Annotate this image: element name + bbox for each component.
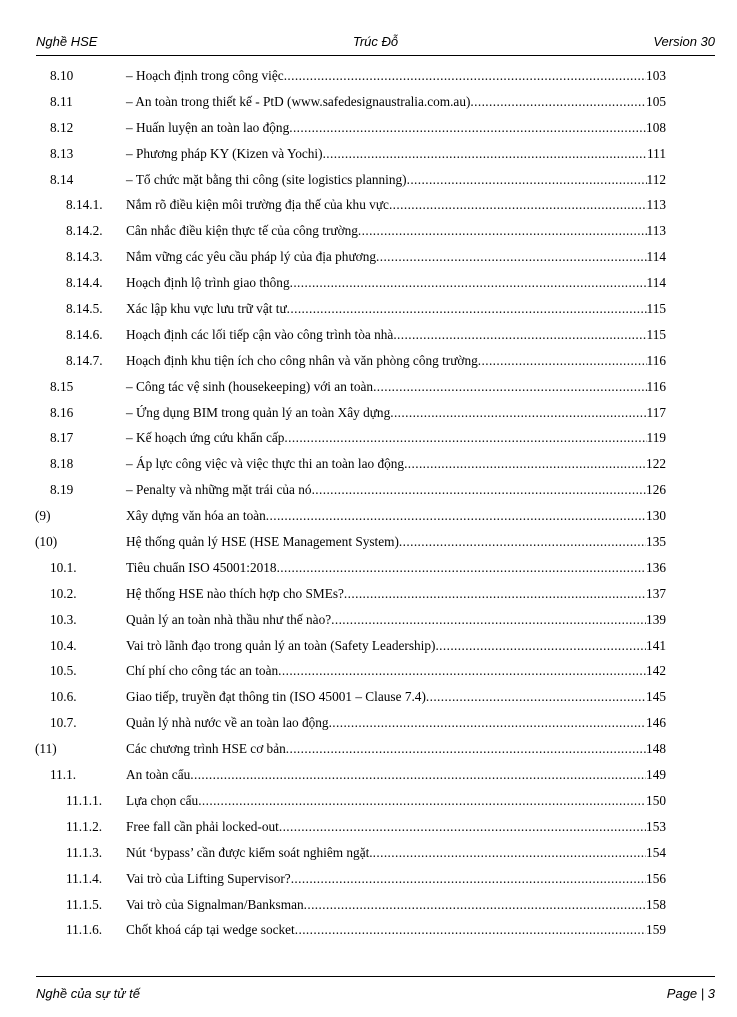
toc-dot-leader: [312, 477, 646, 503]
toc-entry-number: 8.14.3.: [66, 249, 103, 265]
toc-entry-line: [126, 658, 666, 684]
toc-entry-number: 8.14.4.: [66, 275, 103, 291]
toc-entry-number: 10.5.: [50, 663, 77, 679]
toc-entry-line: [126, 736, 666, 762]
toc-entry-line: [126, 296, 666, 322]
toc-dot-leader: [404, 451, 646, 477]
footer-rule: [36, 976, 715, 977]
toc-entry-title[interactable]: Chốt khoá cáp tại wedge socket: [126, 922, 295, 938]
footer-page-number: Page | 3: [666, 986, 715, 1001]
toc-entry-line: [126, 192, 666, 218]
toc-entry-number: 10.3.: [50, 611, 77, 627]
toc-entry-number: 11.1.4.: [66, 870, 103, 886]
toc-entry-number: (11): [35, 741, 57, 757]
toc-entry-page: 105: [646, 93, 666, 109]
toc-entry-number: (10): [35, 534, 58, 550]
toc-entry[interactable]: [0, 322, 737, 348]
toc-entry-line: [126, 503, 666, 529]
toc-entry-line: [126, 477, 666, 503]
toc-entry-line: [126, 322, 666, 348]
toc-dot-leader: [284, 425, 646, 451]
toc-entry[interactable]: [0, 296, 737, 322]
toc-entry[interactable]: [0, 270, 737, 296]
toc-entry-line: [126, 451, 666, 477]
toc-entry-line: [126, 348, 666, 374]
toc-dot-leader: [470, 89, 646, 115]
toc-entry-line: [126, 89, 666, 115]
page-header: [36, 34, 715, 54]
toc-entry[interactable]: [0, 425, 737, 451]
toc-dot-leader: [426, 684, 646, 710]
toc-entry[interactable]: [0, 451, 737, 477]
toc-entry[interactable]: [0, 658, 737, 684]
toc-entry-title[interactable]: Quản lý nhà nước về an toàn lao động: [126, 715, 329, 731]
toc-entry-page: 113: [646, 223, 666, 239]
toc-entry-title[interactable]: Cân nhắc điều kiện thực tế của công trường: [126, 223, 358, 239]
toc-entry-page: 159: [646, 922, 666, 938]
toc-entry[interactable]: [0, 788, 737, 814]
toc-entry-page: 126: [646, 482, 666, 498]
toc-entry-page: 117: [646, 404, 666, 420]
toc-entry-line: [126, 218, 666, 244]
toc-entry-line: [126, 425, 666, 451]
toc-entry-page: 116: [646, 352, 666, 368]
footer-left: Nghề của sự tử tế: [36, 986, 140, 1001]
toc-entry-page: 108: [646, 119, 666, 135]
toc-entry-page: 112: [646, 171, 666, 187]
toc-entry-number: 8.14.2.: [66, 223, 103, 239]
toc-entry-number: 8.15: [50, 378, 74, 394]
toc-dot-leader: [289, 115, 646, 141]
toc-entry-page: 116: [646, 378, 666, 394]
toc-entry-line: [126, 607, 666, 633]
toc-dot-leader: [344, 581, 646, 607]
toc-entry-title[interactable]: – Phương pháp KY (Kizen và Yochi): [126, 145, 323, 161]
toc-entry[interactable]: [0, 400, 737, 426]
toc-entry-page: 153: [646, 818, 666, 834]
toc-entry-title[interactable]: Hệ thống quản lý HSE (HSE Management System): [126, 534, 399, 550]
toc-entry-title[interactable]: Xác lập khu vực lưu trữ vật tư: [126, 301, 287, 317]
toc-entry-page: 115: [646, 326, 666, 342]
toc-entry-title[interactable]: Tiêu chuẩn ISO 45001:2018: [126, 559, 277, 575]
toc-entry-line: [126, 814, 666, 840]
toc-entry-number: 10.4.: [50, 637, 77, 653]
toc-entry-page: 122: [646, 456, 666, 472]
toc-entry-page: 114: [646, 249, 666, 265]
toc-entry[interactable]: [0, 244, 737, 270]
toc-entry-line: [126, 840, 666, 866]
toc-entry[interactable]: [0, 814, 737, 840]
toc-entry-page: 149: [646, 767, 666, 783]
toc-entry[interactable]: [0, 348, 737, 374]
toc-entry-title[interactable]: – Áp lực công việc và việc thực thi an toàn lao động: [126, 456, 405, 472]
toc-entry-title[interactable]: – Công tác vệ sinh (housekeeping) với an toàn: [126, 378, 374, 394]
table-of-contents: [0, 63, 737, 943]
toc-dot-leader: [373, 840, 646, 866]
toc-entry-number: 8.16: [50, 404, 74, 420]
toc-entry-number: 11.1.2.: [66, 818, 103, 834]
toc-entry[interactable]: [0, 141, 737, 167]
toc-entry-page: 114: [646, 275, 666, 291]
toc-entry-line: [126, 788, 666, 814]
toc-entry-number: 10.1.: [50, 559, 77, 575]
toc-entry[interactable]: [0, 633, 737, 659]
header-rule: [36, 55, 715, 56]
toc-entry-line: [126, 167, 666, 193]
toc-dot-leader: [376, 244, 647, 270]
toc-entry[interactable]: [0, 89, 737, 115]
toc-entry-page: 113: [646, 197, 666, 213]
toc-entry[interactable]: [0, 892, 737, 918]
toc-dot-leader: [331, 607, 646, 633]
toc-entry-number: 10.6.: [50, 689, 77, 705]
toc-dot-leader: [290, 270, 647, 296]
toc-dot-leader: [329, 710, 646, 736]
toc-entry-page: 142: [646, 663, 666, 679]
toc-entry-page: 150: [646, 792, 666, 808]
toc-dot-leader: [278, 658, 646, 684]
page-footer: [36, 986, 715, 1006]
toc-entry[interactable]: [0, 736, 737, 762]
toc-entry-title[interactable]: Hoạch định lộ trình giao thông: [126, 275, 290, 291]
toc-entry-title[interactable]: – Kế hoạch ứng cứu khẩn cấp: [126, 430, 285, 446]
toc-entry-number: 11.1.1.: [66, 792, 103, 808]
toc-dot-leader: [277, 555, 646, 581]
toc-entry-title[interactable]: – Huấn luyện an toàn lao động: [126, 119, 290, 135]
toc-entry-line: [126, 270, 666, 296]
toc-dot-leader: [393, 322, 646, 348]
toc-entry[interactable]: [0, 503, 737, 529]
toc-entry-number: 8.14.6.: [66, 326, 103, 342]
toc-entry[interactable]: [0, 374, 737, 400]
toc-entry-page: 154: [646, 844, 666, 860]
header-right: Version 30: [653, 34, 715, 49]
toc-entry-title[interactable]: Free fall cần phải locked-out: [126, 818, 279, 834]
toc-entry-number: 8.12: [50, 119, 74, 135]
toc-dot-leader: [358, 218, 647, 244]
toc-entry-number: 8.19: [50, 482, 74, 498]
toc-entry-line: [126, 529, 666, 555]
toc-entry-title[interactable]: – Penalty và những mặt trái của nó: [126, 482, 312, 498]
toc-entry-title[interactable]: Chí phí cho công tác an toàn: [126, 663, 279, 679]
toc-entry-title[interactable]: – An toàn trong thiết kế - PtD (www.safedesignaustralia.com.au): [126, 93, 471, 109]
toc-entry-line: [126, 892, 666, 918]
toc-entry-title[interactable]: – Tổ chức mặt bằng thi công (site logistics planning): [126, 171, 407, 187]
toc-entry-title[interactable]: – Hoạch định trong công việc: [126, 68, 284, 83]
toc-entry-title[interactable]: Giao tiếp, truyền đạt thông tin (ISO 45001 – Clause 7.4): [126, 689, 426, 705]
toc-dot-leader: [279, 814, 646, 840]
toc-entry-page: 137: [646, 585, 666, 601]
toc-entry-page: 148: [646, 741, 666, 757]
toc-entry-title[interactable]: Vai trò lãnh đạo trong quản lý an toàn (Safety Leadership): [126, 637, 436, 653]
toc-entry-line: [126, 400, 666, 426]
toc-entry[interactable]: [0, 840, 737, 866]
toc-entry[interactable]: [0, 218, 737, 244]
toc-entry-number: 8.14.7.: [66, 352, 103, 368]
toc-dot-leader: [266, 503, 646, 529]
toc-entry[interactable]: [0, 477, 737, 503]
toc-dot-leader: [286, 736, 646, 762]
toc-dot-leader: [291, 866, 646, 892]
toc-entry[interactable]: [0, 581, 737, 607]
toc-entry-number: 10.2.: [50, 585, 77, 601]
toc-entry-number: 8.18: [50, 456, 74, 472]
toc-entry-page: 141: [646, 637, 666, 653]
toc-entry[interactable]: [0, 607, 737, 633]
toc-entry-line: [126, 917, 666, 943]
toc-entry-number: 8.17: [50, 430, 74, 446]
toc-entry-page: 115: [646, 301, 666, 317]
toc-entry[interactable]: [0, 555, 737, 581]
toc-entry-page: 158: [646, 896, 666, 912]
toc-entry[interactable]: [0, 866, 737, 892]
toc-entry-line: [126, 581, 666, 607]
toc-entry-title[interactable]: Nắm vững các yêu cầu pháp lý của địa phương: [126, 249, 376, 265]
toc-dot-leader: [478, 348, 647, 374]
toc-dot-leader: [407, 167, 647, 193]
toc-entry[interactable]: [0, 192, 737, 218]
toc-dot-leader: [287, 296, 647, 322]
toc-entry-number: 8.14.1.: [66, 197, 103, 213]
toc-entry-title[interactable]: Hệ thống HSE nào thích hợp cho SMEs?: [126, 585, 344, 601]
toc-entry-page: 145: [646, 689, 666, 705]
toc-entry-line: [126, 141, 666, 167]
toc-entry-title[interactable]: Nút ‘bypass’ cần được kiểm soát nghiêm ngặt.: [126, 844, 373, 860]
toc-entry-page: 139: [646, 611, 666, 627]
toc-entry-line: [126, 633, 666, 659]
toc-entry-line: [126, 374, 666, 400]
toc-entry-title[interactable]: Vai trò của Signalman/Banksman: [126, 896, 304, 912]
toc-entry[interactable]: [0, 710, 737, 736]
header-center: Trúc Đỗ: [352, 34, 399, 49]
toc-dot-leader: [323, 141, 647, 167]
toc-dot-leader: [304, 892, 646, 918]
toc-dot-leader: [190, 762, 646, 788]
toc-entry-number: 8.14.5.: [66, 301, 103, 317]
toc-entry-title[interactable]: Quản lý an toàn nhà thầu như thế nào?: [126, 611, 332, 627]
toc-entry-line: [126, 866, 666, 892]
toc-entry-line: [126, 710, 666, 736]
toc-entry-page: 111: [647, 145, 666, 161]
toc-dot-leader: [198, 788, 646, 814]
toc-entry-title[interactable]: An toàn cẩu: [126, 767, 191, 783]
toc-entry-title[interactable]: Hoạch định khu tiện ích cho công nhân và văn phòng công trường: [126, 352, 478, 368]
toc-entry-line: [126, 244, 666, 270]
toc-entry-page: 136: [646, 559, 666, 575]
toc-entry-number: 10.7.: [50, 715, 77, 731]
toc-entry-title[interactable]: Nắm rõ điều kiện môi trường địa thế của khu vực: [126, 197, 389, 213]
toc-entry-number: 8.13: [50, 145, 74, 161]
toc-dot-leader: [389, 192, 647, 218]
toc-entry[interactable]: [0, 917, 737, 943]
toc-entry-page: 103: [646, 68, 666, 83]
toc-entry-number: (9): [35, 508, 51, 524]
toc-entry-number: 11.1.: [50, 767, 77, 783]
toc-entry-number: 11.1.3.: [66, 844, 103, 860]
toc-entry-line: [126, 555, 666, 581]
toc-entry-title[interactable]: Hoạch định các lối tiếp cận vào công trình tòa nhà: [126, 326, 394, 342]
toc-dot-leader: [399, 529, 646, 555]
toc-entry-number: 11.1.5.: [66, 896, 103, 912]
toc-entry-line: [126, 115, 666, 141]
toc-entry[interactable]: [0, 762, 737, 788]
toc-entry-number: 8.10: [50, 68, 74, 83]
toc-entry-page: 146: [646, 715, 666, 731]
toc-dot-leader: [295, 917, 646, 943]
toc-entry-title[interactable]: – Ứng dụng BIM trong quản lý an toàn Xây dựng: [126, 404, 391, 420]
toc-entry[interactable]: [0, 684, 737, 710]
toc-entry-page: 119: [646, 430, 666, 446]
toc-entry-title[interactable]: Xây dựng văn hóa an toàn: [126, 508, 266, 524]
toc-entry-page: 156: [646, 870, 666, 886]
toc-entry-page: 135: [646, 534, 666, 550]
toc-entry-line: [126, 63, 666, 89]
toc-entry[interactable]: [0, 167, 737, 193]
toc-entry-line: [126, 684, 666, 710]
toc-entry-number: 8.14: [50, 171, 74, 187]
toc-entry-number: 8.11: [50, 93, 73, 109]
toc-dot-leader: [435, 633, 646, 659]
header-left: Nghề HSE: [36, 34, 98, 49]
toc-entry-title[interactable]: Các chương trình HSE cơ bản: [126, 741, 286, 757]
toc-entry-number: 11.1.6.: [66, 922, 103, 938]
toc-entry[interactable]: [0, 529, 737, 555]
toc-dot-leader: [373, 374, 646, 400]
toc-entry-title[interactable]: Vai trò của Lifting Supervisor?: [126, 870, 291, 886]
toc-entry-title[interactable]: Lựa chọn cẩu: [126, 792, 199, 808]
toc-entry-page: 130: [646, 508, 666, 524]
toc-dot-leader: [390, 400, 646, 426]
toc-entry-line: [126, 762, 666, 788]
toc-entry[interactable]: [0, 63, 737, 89]
toc-dot-leader: [284, 63, 646, 89]
toc-entry[interactable]: [0, 115, 737, 141]
